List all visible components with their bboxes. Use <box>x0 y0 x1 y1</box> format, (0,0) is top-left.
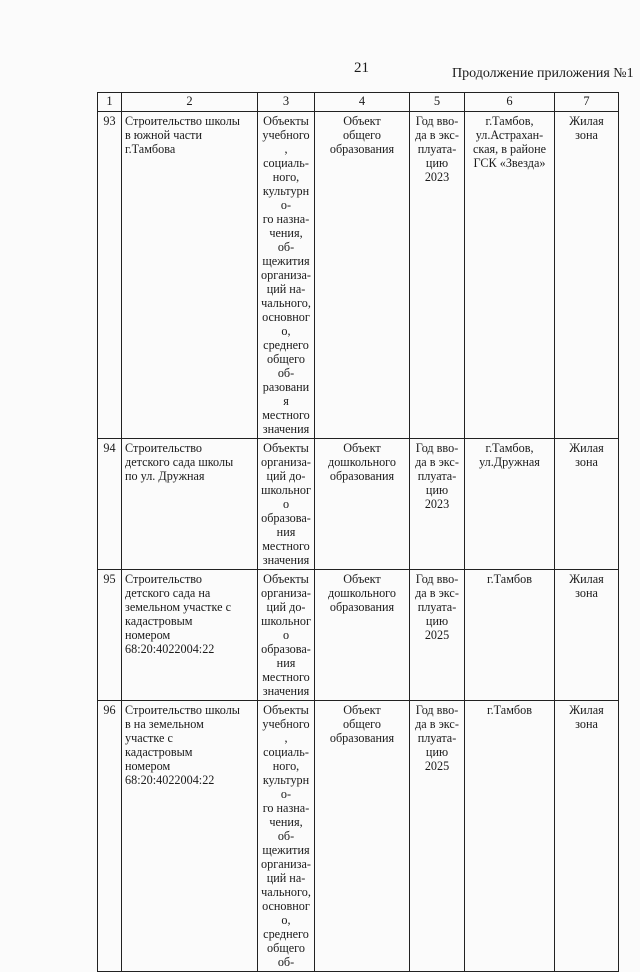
functional-zone <box>555 439 619 570</box>
table-row <box>98 570 619 701</box>
cell-line: да в экс- <box>415 128 459 142</box>
cell-line: го назна- <box>262 801 310 815</box>
cell-line: значения <box>262 684 310 698</box>
column-number: 6 <box>465 93 555 112</box>
cell-line: г.Тамбова <box>125 142 176 156</box>
column-number: 7 <box>555 93 619 112</box>
cell-line: Строительство <box>125 441 203 455</box>
cell-line: общего об- <box>267 941 305 969</box>
cell-line: 2025 <box>424 759 450 773</box>
cell-line: дошкольного <box>328 586 396 600</box>
cell-line: цию <box>425 614 449 628</box>
cell-line: Жилая <box>569 703 604 717</box>
implementation-term <box>410 701 465 972</box>
cell-line: ций до- <box>266 469 306 483</box>
cell-line: щежития <box>262 843 310 857</box>
cell-line: г.Тамбов <box>487 572 532 586</box>
cell-line: 68:20:4022004:22 <box>125 642 215 656</box>
functional-zone <box>555 112 619 439</box>
cell-line: организа- <box>261 857 311 871</box>
cell-line: дошкольного <box>328 455 396 469</box>
cell-line: детского сада школы <box>125 455 234 469</box>
cell-line: участке с <box>125 731 173 745</box>
cell-line: цию <box>425 156 449 170</box>
cell-line: 2023 <box>424 170 450 184</box>
object-name <box>122 701 258 972</box>
cell-line: чения, об- <box>269 226 303 254</box>
object-type <box>315 439 410 570</box>
cell-line: основного, <box>262 899 310 927</box>
cell-line: зона <box>575 717 598 731</box>
cell-line: образова- <box>261 511 311 525</box>
cell-line: Год вво- <box>415 114 459 128</box>
cell-line: 68:20:4022004:22 <box>125 773 215 787</box>
cell-line: значения <box>262 553 310 567</box>
cell-line: культурно- <box>262 773 310 801</box>
cell-line: чального, <box>261 885 311 899</box>
cell-line: г.Тамбов, <box>485 441 534 455</box>
cell-line: социаль- <box>263 745 309 759</box>
cell-line: номером <box>125 628 171 642</box>
functional-zone <box>555 570 619 701</box>
cell-line: в на земельном <box>125 717 204 731</box>
cell-line: учебного, <box>262 717 310 745</box>
object-type <box>315 112 410 439</box>
column-number: 3 <box>258 93 315 112</box>
row-number: 95 <box>98 570 122 701</box>
column-number: 5 <box>410 93 465 112</box>
cell-line: ций на- <box>266 282 306 296</box>
cell-line: зона <box>575 455 598 469</box>
cell-line: 2025 <box>424 628 450 642</box>
column-number: 2 <box>122 93 258 112</box>
cell-line: ций на- <box>266 871 306 885</box>
cell-line: социаль- <box>263 156 309 170</box>
implementation-term <box>410 570 465 701</box>
cell-line: общего <box>343 717 381 731</box>
object-name <box>122 570 258 701</box>
cell-line: организа- <box>261 586 311 600</box>
cell-line: Объект <box>343 441 381 455</box>
object-location <box>465 439 555 570</box>
cell-line: да в экс- <box>415 586 459 600</box>
objects-table <box>97 92 619 972</box>
cell-line: основного, <box>262 310 310 338</box>
cell-line: кадастровым <box>125 745 193 759</box>
cell-line: Год вво- <box>415 703 459 717</box>
functional-zone <box>555 701 619 972</box>
cell-line: да в экс- <box>415 717 459 731</box>
cell-line: местного <box>262 539 310 553</box>
cell-line: среднего <box>263 927 309 941</box>
page-number: 21 <box>354 60 369 76</box>
cell-line: Объекты <box>263 703 309 717</box>
cell-line: ния <box>276 656 296 670</box>
cell-line: номером <box>125 759 171 773</box>
cell-line: образования <box>329 731 395 745</box>
cell-line: Строительство <box>125 572 203 586</box>
cell-line: организа- <box>261 268 311 282</box>
cell-line: плуата- <box>417 731 457 745</box>
row-number: 94 <box>98 439 122 570</box>
cell-line: Год вво- <box>415 572 459 586</box>
column-number: 1 <box>98 93 122 112</box>
cell-line: 2023 <box>424 497 450 511</box>
cell-line: общего <box>343 128 381 142</box>
cell-line: ул.Дружная <box>479 455 540 469</box>
cell-line: в южной части <box>125 128 203 142</box>
appendix-title: Продолжение приложения №1 <box>452 66 634 81</box>
cell-line: образования <box>329 600 395 614</box>
cell-line: значения <box>262 422 310 436</box>
object-purpose <box>258 570 315 701</box>
cell-line: местного <box>262 408 310 422</box>
cell-line: цию <box>425 483 449 497</box>
cell-line: Строительство школы <box>125 703 240 717</box>
cell-line: местного <box>262 670 310 684</box>
cell-line: Объект <box>343 703 381 717</box>
cell-line: Жилая <box>569 572 604 586</box>
cell-line: го назна- <box>262 212 310 226</box>
cell-line: Жилая <box>569 114 604 128</box>
cell-line: образования <box>329 142 395 156</box>
cell-line: ций до- <box>266 600 306 614</box>
cell-line: Объекты <box>263 441 309 455</box>
cell-line: ул.Астрахан- <box>475 128 544 142</box>
cell-line: г.Тамбов, <box>485 114 534 128</box>
cell-line: зона <box>575 128 598 142</box>
cell-line: да в экс- <box>415 455 459 469</box>
cell-line: разования <box>262 380 310 408</box>
cell-line: щежития <box>262 254 310 268</box>
cell-line: Объекты <box>263 114 309 128</box>
cell-line: цию <box>425 745 449 759</box>
cell-line: земельном участке с <box>125 600 231 614</box>
cell-line: ская, в районе <box>472 142 547 156</box>
cell-line: Объект <box>343 114 381 128</box>
implementation-term <box>410 112 465 439</box>
cell-line: образования <box>329 469 395 483</box>
object-location <box>465 112 555 439</box>
table-row <box>98 701 619 972</box>
object-type <box>315 701 410 972</box>
row-number: 93 <box>98 112 122 439</box>
cell-line: школьного <box>261 483 311 511</box>
cell-line: детского сада на <box>125 586 211 600</box>
cell-line: ного, <box>272 759 300 773</box>
cell-line: Объекты <box>263 572 309 586</box>
cell-line: Объект <box>343 572 381 586</box>
implementation-term <box>410 439 465 570</box>
cell-line: плуата- <box>417 469 457 483</box>
object-type <box>315 570 410 701</box>
object-purpose <box>258 439 315 570</box>
cell-line: учебного, <box>262 128 310 156</box>
column-number: 4 <box>315 93 410 112</box>
row-number: 96 <box>98 701 122 972</box>
cell-line: школьного <box>261 614 311 642</box>
cell-line: чения, об- <box>269 815 303 843</box>
object-name <box>122 112 258 439</box>
cell-line: организа- <box>261 455 311 469</box>
cell-line: чального, <box>261 296 311 310</box>
table-row <box>98 112 619 439</box>
object-purpose <box>258 112 315 439</box>
cell-line: культурно- <box>262 184 310 212</box>
cell-line: общего об- <box>267 352 305 380</box>
cell-line: образова- <box>261 642 311 656</box>
cell-line: плуата- <box>417 600 457 614</box>
cell-line: Год вво- <box>415 441 459 455</box>
cell-line: среднего <box>263 338 309 352</box>
cell-line: плуата- <box>417 142 457 156</box>
cell-line: зона <box>575 586 598 600</box>
cell-line: ного, <box>272 170 300 184</box>
cell-line: по ул. Дружная <box>125 469 205 483</box>
object-location <box>465 701 555 972</box>
table-row <box>98 439 619 570</box>
cell-line: г.Тамбов <box>487 703 532 717</box>
cell-line: ния <box>276 525 296 539</box>
cell-line: кадастровым <box>125 614 193 628</box>
cell-line: Жилая <box>569 441 604 455</box>
cell-line: Строительство школы <box>125 114 240 128</box>
column-number-row <box>98 93 619 112</box>
cell-line: ГСК «Звезда» <box>473 156 546 170</box>
object-name <box>122 439 258 570</box>
object-location <box>465 570 555 701</box>
object-purpose <box>258 701 315 972</box>
